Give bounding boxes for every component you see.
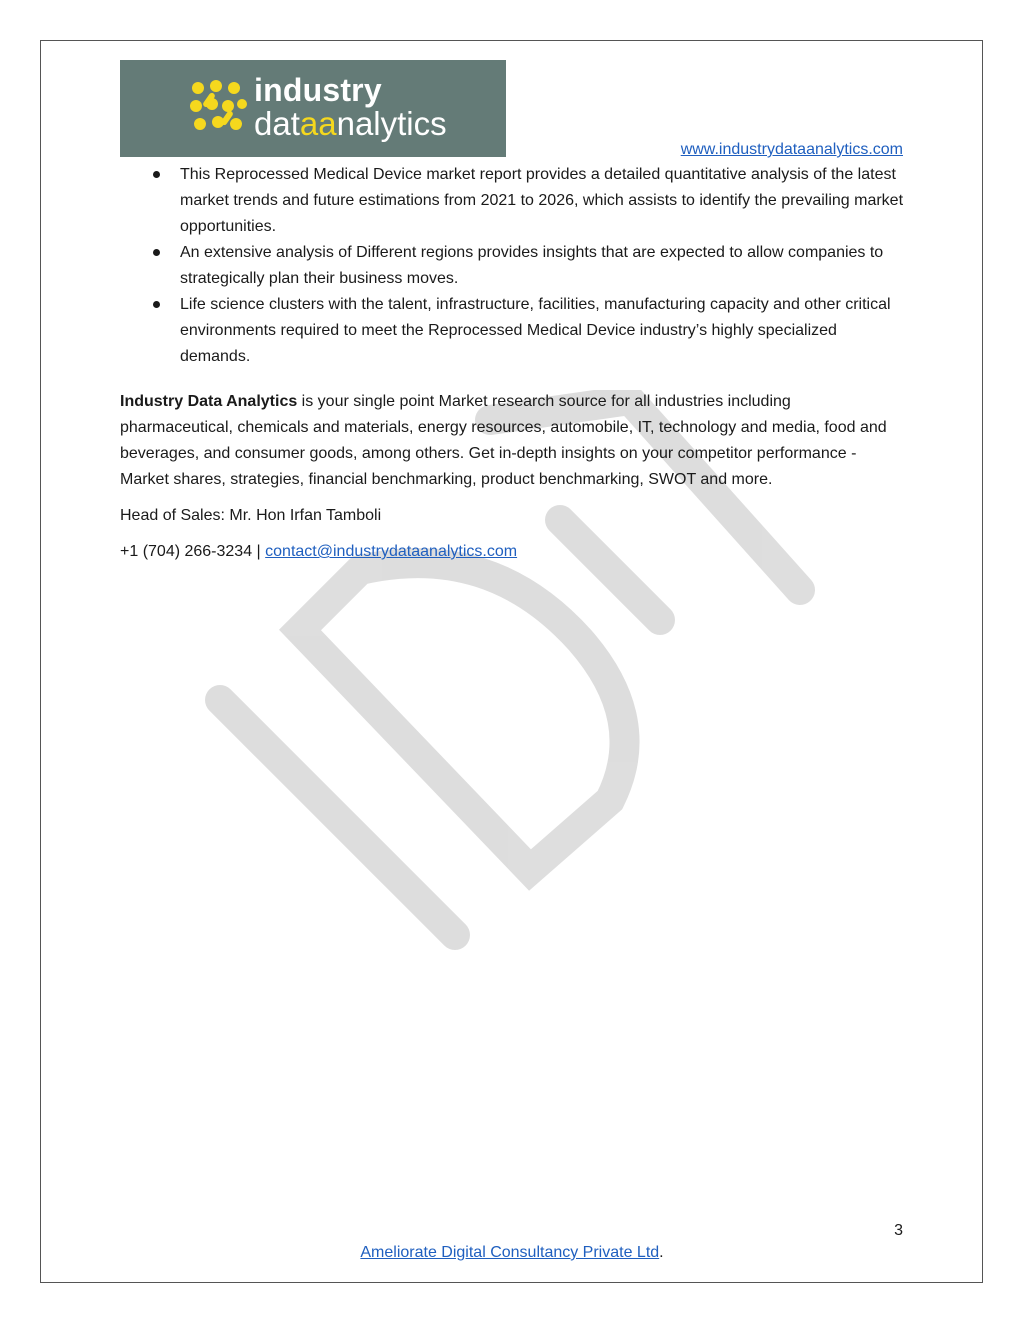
list-item: This Reprocessed Medical Device market report provides a detailed quantitative analysis of the latest market trends and future estimations from 2021 to 2026, which assists to identify the prevailing market opportunities. (120, 162, 906, 240)
logo-dots-icon (188, 78, 248, 138)
footer-company-link[interactable]: Ameliorate Digital Consultancy Private Ltd (360, 1244, 660, 1261)
bullet-list (120, 162, 906, 370)
contact-phone: +1 (704) 266-3234 | (120, 543, 266, 560)
list-item: An extensive analysis of Different regions provides insights that are expected to allow companies to strategically plan their business moves. (120, 240, 906, 292)
footer (0, 1244, 1024, 1262)
website-link[interactable]: www.industrydataanalytics.com (680, 141, 903, 158)
contact-email-link[interactable]: contact@industrydataanalytics.com (265, 543, 518, 560)
document-body (120, 162, 906, 565)
footer-suffix: . (659, 1244, 664, 1261)
list-item: Life science clusters with the talent, infrastructure, facilities, manufacturing capacity and other critical environments required to meet the Reprocessed Medical Device industry’s highly specialized demands. (120, 292, 906, 370)
logo-line2-highlight: aa (299, 105, 337, 142)
head-of-sales: Head of Sales: Mr. Hon Irfan Tamboli (120, 507, 382, 524)
about-company-name: Industry Data Analytics (120, 393, 298, 410)
logo-line2-part2: nalytics (336, 105, 447, 142)
contact-line (120, 539, 906, 565)
logo-line1: industry (254, 72, 382, 108)
logo-line2-part1: dat (254, 105, 300, 142)
page-number: 3 (894, 1222, 903, 1239)
about-paragraph (120, 389, 906, 493)
logo-line2 (254, 107, 447, 140)
company-logo (120, 60, 506, 157)
about-text: is your single point Market research source for all industries including pharmaceutical, chemicals and materials, energy resources, automobile, IT, technology and media, food and beverages, and consumer goods, among others. Get in-depth insights on your competitor performance - Market shares, strategies, financial benchmarking, product benchmarking, SWOT and more. (120, 393, 887, 488)
logo-wordmark (254, 74, 447, 140)
